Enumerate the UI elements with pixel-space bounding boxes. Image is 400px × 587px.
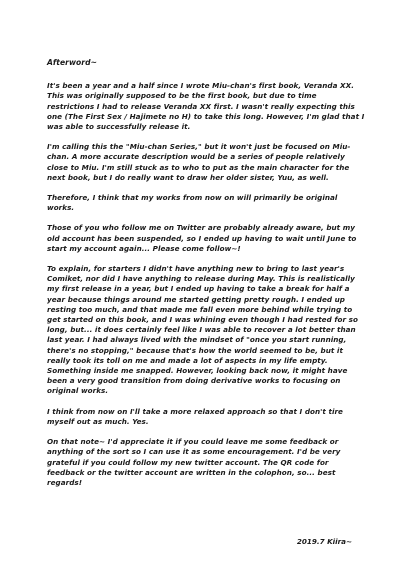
paragraph-1: It's been a year and a half since I wrote Miu-chan's first book, Veranda XX. This was originally supposed to be the first book, but due to time restrictions I had to release Veranda XX first. I wasn't really expecting this one (The First Sex / Hajimete no H) to take this long. However, I'm glad that I was able to successfully release it. [47, 81, 365, 132]
afterword-body [47, 58, 365, 498]
paragraph-2: I'm calling this the "Miu-chan Series," but it won't just be focused on Miu-chan. A more accurate description would be a series of people relatively close to Miu. I'm still stuck as to who to put as the main character for the next book, but I do really want to draw her older sister, Yuu, as well. [47, 142, 351, 182]
paragraph-4: Those of you who follow me on Twitter are probably already aware, but my old account has been suspended, so I ended up having to wait until June to start my account again... Please come follow~! [47, 223, 357, 253]
paragraph-6: I think from now on I'll take a more relaxed approach so that I don't tire myself out as much. Yes. [47, 406, 343, 426]
paragraph-5: To explain, for starters I didn't have anything new to bring to last year's Comiket, nor did I have anything to release during May. This is realistically my first release in a year, but I ended up having to take a break for half a year because things around me started getting pretty rough. I ended up resting too much, and that made me fall even more behind while trying to get started on this book, and I was whining even though I had rested for so long, but... it does certainly feel like I was able to recover a lot better than last year. I had always lived with the mindset of "once you start running, there's no stopping," because that's how the world seemed to be, but it really took its toll on me and made a lot of aspects in my life empty. Something inside me snapped. However, looking back now, it might have been a very good transition from doing derivative works to focusing on original works. [47, 264, 358, 396]
paragraph-7: On that note~ I'd appreciate it if you could leave me some feedback or anything of the sort so I can use it as some encouragement. I'd be very grateful if you could follow my new twitter account. The QR code for feedback or the twitter account are written in the colophon, so... best regards! [47, 437, 341, 487]
signature: 2019.7 Kiira~ [296, 537, 352, 546]
paragraph-3: Therefore, I think that my works from now on will primarily be original works. [47, 193, 338, 213]
afterword-title: Afterword~ [47, 58, 97, 67]
